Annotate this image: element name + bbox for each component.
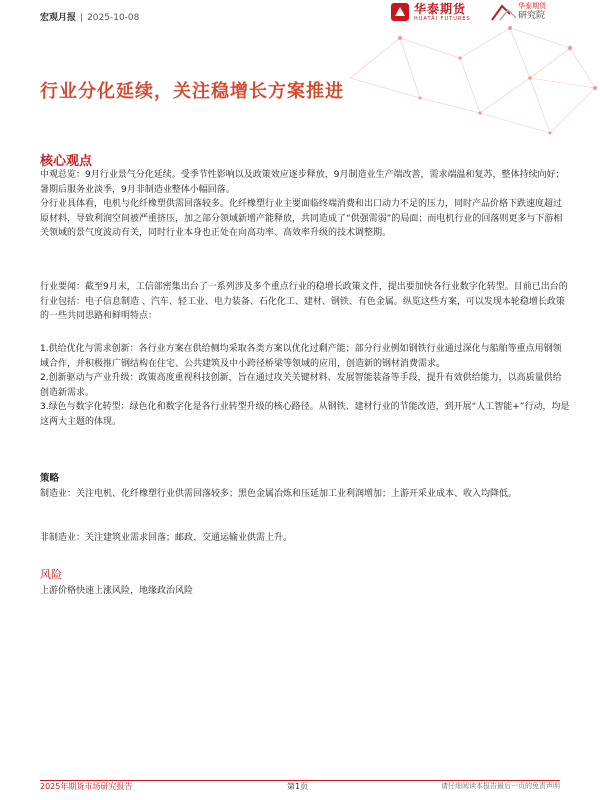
disclaimer-note: 请仔细阅读本报告最后一页的免责声明 (441, 782, 560, 790)
policy-point: 3.绿色与数字化转型：绿色化和数字化是各行业转型升级的核心路径。从钢铁、建材行业的节能改造，到开展“人工智能+”行动，均是这两大主题的体现。 (40, 402, 570, 427)
risk-paragraph: 上游价格快速上涨风险，地缘政治风险 (40, 586, 194, 596)
page-title: 行业分化延续，关注稳增长方案推进 (40, 81, 344, 102)
logo-cn: 华泰期货 (414, 1, 467, 16)
research-logo-bottom: 研究院 (518, 11, 546, 21)
page-number: 第1页 (287, 782, 309, 791)
strategy-paragraph: 非制造业：关注建筑业需求回落；邮政、交通运输业供需上升。 (40, 533, 293, 543)
logo-en: HUATAI FUTURES (414, 15, 471, 22)
policy-point: 2.创新驱动与产业升级：政策高度重视科技创新，旨在通过攻关关键材料、发展智能装备等手段，提升有效供给能力，以高质量供给创造新需求。 (40, 373, 562, 398)
header-meta: 宏观月报 | 2025-10-08 (40, 13, 140, 23)
strategy-body-2 (40, 531, 570, 546)
strategy-paragraph: 制造业：关注电机、化纤橡塑行业供需回落较多；黑色金属冶炼和压延加工业利润增加；上游开采业成本、收入均降低。 (40, 489, 518, 499)
core-views-heading: 核心观点 (40, 154, 93, 169)
core-paragraph: 分行业具体看，电机与化纤橡塑供需回落较多。化纤橡塑行业主要面临终端消费和出口动力不足的压力，同时产品价格下跌速度超过原材料，导致利润空间被严重挤压，加之部分领域新增产能释放，共同造成了“供强需弱”的局面；而电机行业的回落则更多与下游相关领域的景气度波动有关，同时行业本身也正处在向高功率、高效率升级的技术调整期。 (40, 199, 563, 238)
research-logo-top: 华泰期货 (518, 2, 546, 10)
footer-report-name: 2025年期货市场研究报告 (40, 782, 133, 791)
policy-points (40, 342, 570, 429)
risk-heading: 风险 (40, 568, 62, 581)
strategy-heading: 策略 (40, 473, 60, 484)
core-views-body (40, 168, 570, 241)
core-paragraph: 中观总览：9月行业景气分化延续。受季节性影响以及政策效应逐步释放，9月制造业生产端改善，需求端温和复苏，整体持续向好；暑期后服务业淡季，9月非制造业整体小幅回落。 (40, 170, 565, 195)
report-date: 2025-10-08 (87, 13, 140, 23)
core-paragraph: 行业要闻：截至9月末，工信部密集出台了一系列涉及多个重点行业的稳增长政策文件，提出要加快各行业数字化转型。目前已出台的行业包括：电子信息制造 、汽车、轻工业、电力装备、石化化工、建材、钢铁、有色金属。纵览这些方案，可以发现本轮稳增长政策的一些共同思路和鲜明特点： (40, 282, 568, 321)
report-type: 宏观月报 (40, 13, 77, 23)
policy-point: 1.供给优化与需求创新：各行业方案在供给侧均采取各类方案以优化过剩产能；部分行业例如钢铁行业通过深化与船舶等重点用钢领域合作，并积极推广钢结构在住宅、公共建筑及中小跨径桥梁等领域的应用，创造新的钢材消费需求。 (40, 344, 562, 369)
industry-news-body (40, 280, 570, 324)
risk-body (40, 584, 570, 599)
strategy-body-1 (40, 487, 570, 502)
